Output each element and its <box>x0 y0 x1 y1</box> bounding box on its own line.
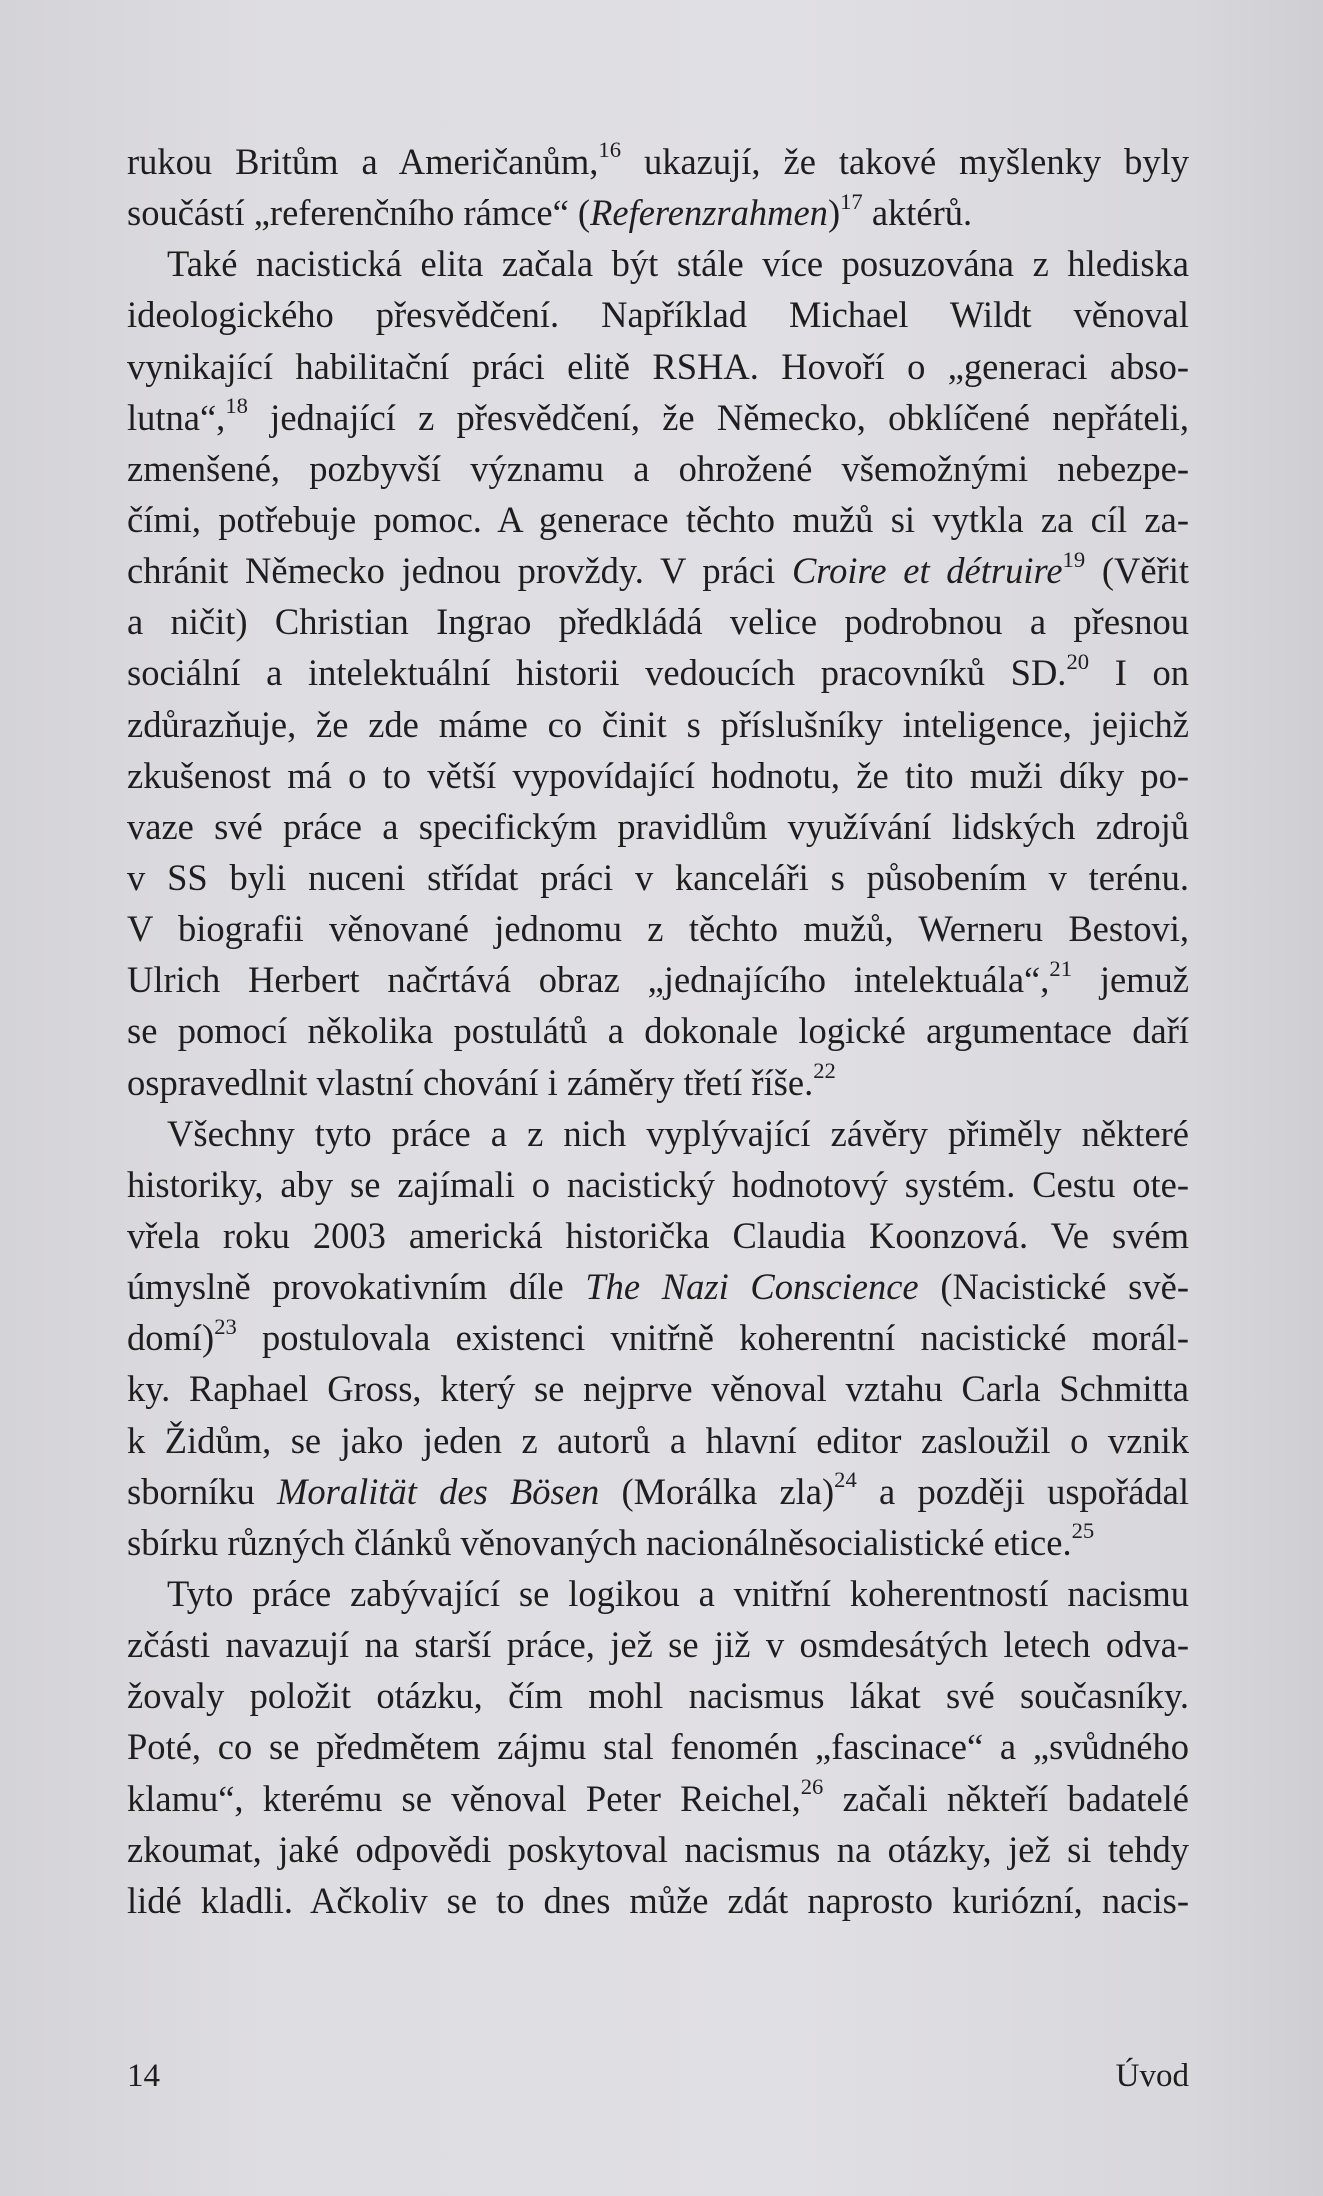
text-run: domí) <box>127 1317 215 1359</box>
text-run: klamu“, kterému se věnoval Peter Reichel, <box>127 1777 801 1819</box>
text-run: v SS byli nuceni střídat práci v kanceláři s působením v terénu. <box>127 856 1189 898</box>
text-run: zdůrazňuje, že zde máme co činit s příslušníky inteligence, jejichž <box>127 703 1189 745</box>
text-run: chránit Německo jednou provždy. V práci <box>127 550 792 592</box>
text-line <box>127 1619 1189 1670</box>
text-run: ky. Raphael Gross, který se nejprve věnoval vztahu Carla Schmitta <box>127 1368 1189 1410</box>
text-line <box>127 1005 1189 1056</box>
text-line <box>127 545 1189 596</box>
text-run: (Nacistické svě- <box>918 1266 1189 1308</box>
text-run: (Morálka zla) <box>599 1470 835 1512</box>
text-run: V biografii věnované jednomu z těchto mužů, Werneru Bestovi, <box>127 908 1189 950</box>
footnote-ref: 24 <box>834 1467 857 1493</box>
text-line <box>127 647 1189 698</box>
text-line <box>127 852 1189 903</box>
text-line <box>127 1466 1189 1517</box>
text-line <box>127 1517 1189 1568</box>
text-line <box>127 187 1189 238</box>
text-line <box>127 1824 1189 1875</box>
text-line <box>127 1057 1189 1108</box>
text-run: historiky, aby se zajímali o nacistický hodnotový systém. Cestu ote- <box>127 1163 1189 1205</box>
body-text <box>127 136 1189 1926</box>
text-line <box>127 494 1189 545</box>
text-line <box>127 1261 1189 1312</box>
text-run: Také nacistická elita začala být stále více posuzována z hlediska <box>167 243 1189 285</box>
text-run: jednající z přesvědčení, že Německo, obklíčené nepřáteli, <box>247 396 1189 438</box>
text-line <box>127 903 1189 954</box>
text-line <box>127 1670 1189 1721</box>
text-run: ospravedlnit vlastní chování i záměry třetí říše. <box>127 1061 814 1103</box>
footnote-ref: 26 <box>800 1773 824 1799</box>
text-run: Ulrich Herbert načrtává obraz „jednajícího intelektuála“, <box>127 959 1050 1001</box>
italic-title: Croire et détruire <box>791 550 1063 592</box>
text-line <box>127 699 1189 750</box>
text-run: jemuž <box>1072 959 1189 1001</box>
text-line <box>127 341 1189 392</box>
text-line <box>127 954 1189 1005</box>
text-run: a ničit) Christian Ingrao předkládá velice podrobnou a přesnou <box>127 601 1189 643</box>
text-run: zkušenost má o to větší vypovídající hodnotu, že tito muži díky po- <box>127 754 1189 796</box>
text-run: k Židům, se jako jeden z autorů a hlavní editor zasloužil o vznik <box>127 1419 1189 1461</box>
footnote-ref: 19 <box>1062 546 1086 572</box>
text-run: I on <box>1089 652 1190 694</box>
text-line <box>127 1312 1189 1363</box>
footnote-ref: 23 <box>214 1313 237 1339</box>
text-run: ideologického přesvědčení. Například Michael Wildt věnoval <box>127 294 1189 336</box>
italic-title: Moralität des Bösen <box>276 1470 600 1512</box>
footnote-ref: 16 <box>598 137 621 163</box>
text-run: úmyslně provokativním díle <box>127 1266 586 1308</box>
text-run: ) <box>827 192 841 234</box>
text-line <box>127 392 1189 443</box>
text-line <box>127 289 1189 340</box>
text-run: sbírku různých článků věnovaných nacionálněsocialistické etice. <box>127 1521 1072 1563</box>
text-run: Tyto práce zabývající se logikou a vnitřní koherentností nacismu <box>167 1572 1189 1614</box>
text-run: rukou Britům a Američanům, <box>127 141 599 182</box>
text-run: lidé kladli. Ačkoliv se to dnes může zdát naprosto kuriózní, nacis- <box>127 1879 1189 1921</box>
text-run: sborníku <box>127 1470 277 1512</box>
text-run: ukazují, že takové myšlenky byly <box>621 141 1189 182</box>
italic-title: The Nazi Conscience <box>585 1266 919 1308</box>
text-run: začali někteří badatelé <box>823 1777 1189 1819</box>
text-line <box>127 136 1189 187</box>
text-run: sociální a intelektuální historii vedoucích pracovníků SD. <box>127 652 1067 694</box>
text-run: zčásti navazují na starší práce, jež se již v osmdesátých letech odva- <box>127 1624 1189 1666</box>
text-run: žovaly položit otázku, čím mohl nacismus lákat své současníky. <box>127 1675 1189 1717</box>
text-line <box>127 1415 1189 1466</box>
text-line <box>127 443 1189 494</box>
text-line <box>127 801 1189 852</box>
text-line <box>127 238 1189 289</box>
text-line <box>127 1721 1189 1772</box>
text-run: Poté, co se předmětem zájmu stal fenomén „fascinace“ a „svůdného <box>127 1726 1189 1768</box>
page-number: 14 <box>127 2058 160 2094</box>
text-run: Všechny tyto práce a z nich vyplývající závěry přiměly některé <box>167 1112 1189 1154</box>
footnote-ref: 18 <box>225 393 248 419</box>
text-run: (Věřit <box>1085 550 1189 592</box>
footnote-ref: 17 <box>840 188 863 214</box>
text-run: zmenšené, pozbyvší významu a ohrožené všemožnými nebezpe- <box>127 447 1189 489</box>
text-line <box>127 596 1189 647</box>
text-run: se pomocí několika postulátů a dokonale logické argumentace daří <box>127 1010 1189 1052</box>
text-run: čími, potřebuje pomoc. A generace těchto mužů si vytkla za cíl za- <box>127 498 1189 540</box>
text-line <box>127 1875 1189 1926</box>
text-run: postulovala existenci vnitřně koherentní nacistické morál- <box>236 1317 1189 1359</box>
text-line <box>127 1773 1189 1824</box>
running-head: Úvod <box>1115 2058 1189 2094</box>
footnote-ref: 22 <box>813 1057 836 1083</box>
text-run: vřela roku 2003 americká historička Claudia Koonzová. Ve svém <box>127 1214 1189 1256</box>
text-run: aktérů. <box>862 192 973 234</box>
text-run: vynikající habilitační práci elitě RSHA. Hovoří o „generaci abso- <box>127 345 1189 387</box>
footnote-ref: 20 <box>1066 648 1090 674</box>
text-line <box>127 1159 1189 1210</box>
text-line <box>127 1363 1189 1414</box>
footnote-ref: 25 <box>1071 1518 1095 1544</box>
text-run: vaze své práce a specifickým pravidlům využívání lidských zdrojů <box>127 805 1189 847</box>
text-run: lutna“, <box>127 396 226 438</box>
text-line <box>127 1108 1189 1159</box>
text-run: součástí „referenčního rámce“ ( <box>127 192 591 234</box>
text-line <box>127 1568 1189 1619</box>
text-run: a později uspořádal <box>856 1470 1189 1512</box>
text-line <box>127 1210 1189 1261</box>
text-line <box>127 750 1189 801</box>
footnote-ref: 21 <box>1049 955 1072 981</box>
text-run: zkoumat, jaké odpovědi poskytoval nacismus na otázky, jež si tehdy <box>127 1828 1189 1870</box>
italic-title: Referenzrahmen <box>590 192 828 234</box>
